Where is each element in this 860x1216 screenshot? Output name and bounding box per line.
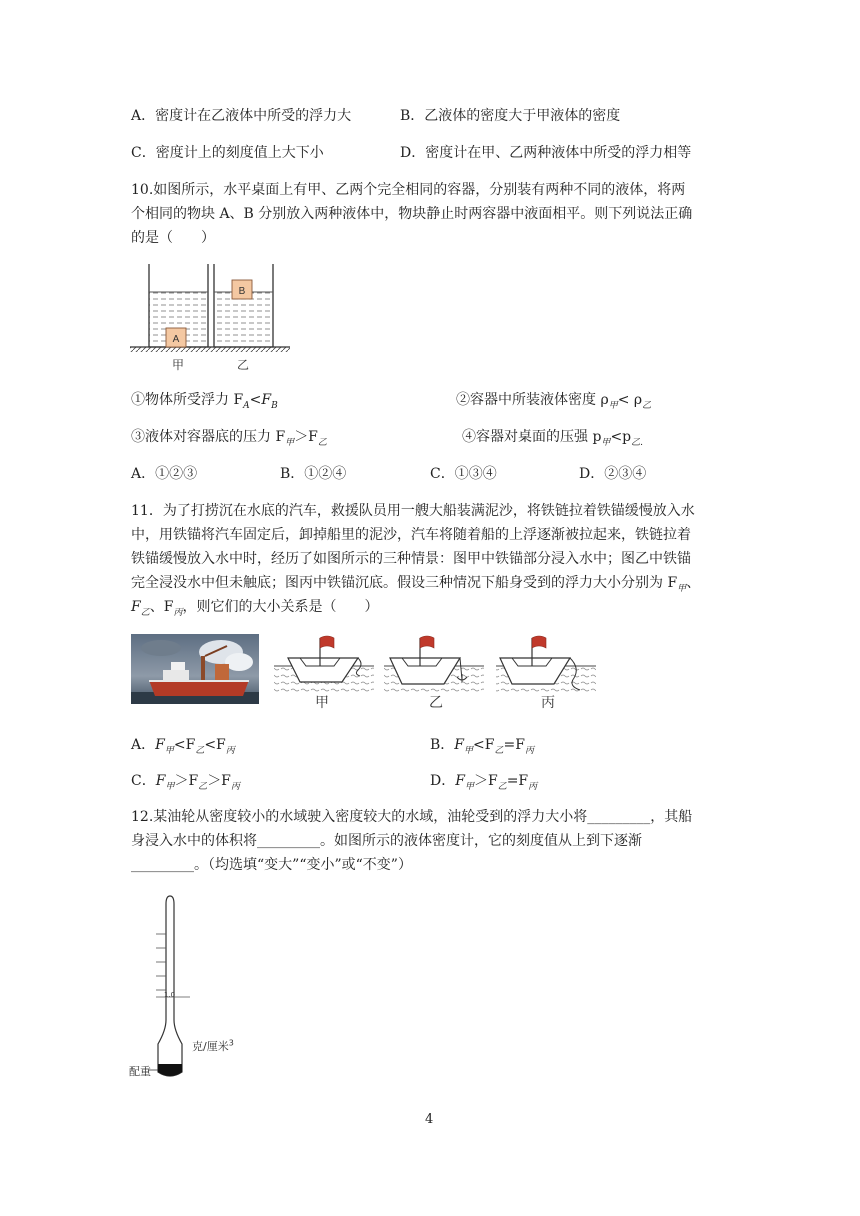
q12-hydrometer-figure	[126, 890, 246, 1085]
q11-boat-yi	[384, 636, 484, 692]
q10-block-a	[166, 328, 186, 347]
q10-label-right: 乙	[237, 358, 250, 372]
q12-unit-label: 克/厘米$^3$	[192, 1038, 234, 1053]
svg-text:B: B	[238, 286, 246, 297]
q11-label-yi: 乙	[429, 695, 443, 711]
q11-boat-jia	[274, 636, 374, 692]
q10-block-b	[232, 280, 252, 299]
q11-stem-line2: 中，用铁锚将汽车固定后，卸掉船里的泥沙，汽车将随着船的上浮逐渐被拉起来，铁链拉着	[131, 527, 691, 543]
q10-statement-2: ②容器中所装液体密度 $\rho_甲< \rho_乙$	[456, 392, 652, 411]
q9-option-a: A．密度计在乙液体中所受的浮力大	[131, 108, 352, 124]
q11-option-d: D．$F_甲>F_乙=F_丙$	[430, 773, 538, 792]
q9-option-d: D．密度计在甲、乙两种液体中所受的浮力相等	[400, 145, 692, 161]
q12-stem-line3: _________。（均选填“变大”“变小”或“不变”）	[131, 857, 412, 873]
q9-option-b: B．乙液体的密度大于甲液体的密度	[400, 108, 621, 124]
q11-stem-line4: 完全浸没水中但未触底；图丙中铁锚沉底。假设三种情况下船身受到的浮力大小分别为 $F_甲$、	[131, 575, 701, 594]
q10-stem-line1: 10.如图所示，水平桌面上有甲、乙两个完全相同的容器，分别装有两种不同的液体，将两	[131, 182, 686, 198]
q11-stem-line1: 11．为了打捞沉在水底的汽车，救援队员用一艘大船装满泥沙，将铁链拉着铁锚缓慢放入水	[131, 503, 695, 519]
q10-option-a: A．①②③	[131, 466, 198, 482]
q10-statement-1: ①物体所受浮力 $F_A<F_B$	[131, 392, 278, 411]
q10-option-b: B．①②④	[280, 466, 347, 482]
q9-option-c: C．密度计上的刻度值上大下小	[131, 145, 324, 161]
q10-stem-line3: 的是（ ）	[131, 230, 215, 246]
q11-label-bing: 丙	[541, 695, 555, 711]
q10-label-left: 甲	[172, 358, 185, 372]
q11-option-a: A．$F_甲<F_乙<F_丙$	[131, 737, 235, 756]
q12-stem-line2: 身浸入水中的体积将_________。如图所示的液体密度计，它的刻度值从上到下逐渐	[131, 833, 642, 849]
q10-stem-line2: 个相同的物块 A、B 分别放入两种液体中，物块静止时两容器中液面相平。则下列说法正确	[131, 206, 693, 222]
q11-option-c: C．$F_甲>F_乙>F_丙$	[131, 773, 240, 792]
q12-mark-value: 1.0	[164, 991, 176, 999]
q11-stem-line5: $F_乙$、$F_丙$，则它们的大小关系是（ ）	[131, 599, 379, 618]
q10-container-figure	[128, 260, 293, 375]
q10-option-c: C．①③④	[430, 466, 497, 482]
q11-option-b: B．$F_甲<F_乙=F_丙$	[430, 737, 534, 756]
q11-stem-line3: 铁锚缓慢放入水中时，经历了如图所示的三种情景：图甲中铁锚部分浸入水中；图乙中铁锚	[131, 551, 691, 567]
q11-label-jia: 甲	[315, 695, 329, 711]
q12-stem-line1: 12.某油轮从密度较小的水域驶入密度较大的水域，油轮受到的浮力大小将_________，其船	[131, 809, 693, 825]
q11-boat-bing	[496, 636, 596, 692]
q11-ship-photo	[131, 634, 259, 704]
q10-statement-4: ④容器对桌面的压强 $p_甲<p_{乙.}$	[462, 429, 644, 448]
q10-statement-3: ③液体对容器底的压力 $F_甲>F_乙$	[131, 429, 327, 448]
q12-weight-label: 配重	[129, 1065, 151, 1078]
q10-option-d: D．②③④	[579, 466, 647, 482]
page-number: 4	[425, 1112, 434, 1127]
svg-text:A: A	[172, 334, 180, 345]
